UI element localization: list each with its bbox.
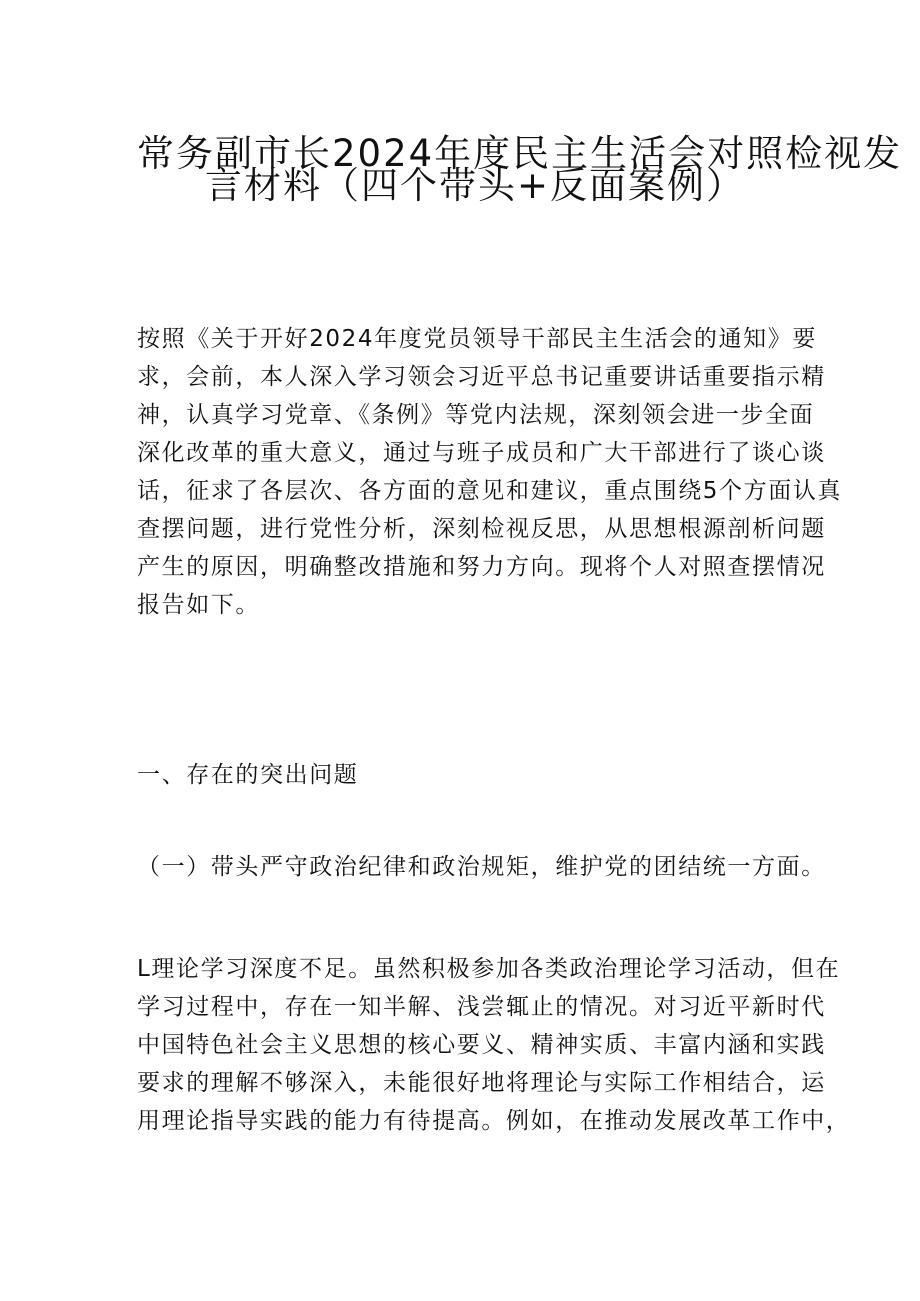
paragraph-line: L理论学习深度不足。虽然积极参加各类政治理论学习活动，但在 [137, 956, 841, 982]
intro-paragraph [137, 320, 843, 624]
body-paragraph [137, 950, 851, 1140]
intro-line: 话，征求了各层次、各方面的意见和建议，重点围绕5个方面认真 [137, 478, 843, 504]
intro-line: 产生的原因，明确整改措施和努力方向。现将个人对照查摆情况 [137, 554, 826, 580]
paragraph-line: 要求的理解不够深入，未能很好地将理论与实际工作相结合，运 [137, 1070, 826, 1096]
intro-line: 神，认真学习党章、《条例》等党内法规，深刻领会进一步全面 [137, 402, 815, 428]
paragraph-line: 学习过程中，存在一知半解、浅尝辄止的情况。对习近平新时代 [137, 994, 826, 1020]
intro-line: 报告如下。 [137, 592, 260, 618]
intro-line: 查摆问题，进行党性分析，深刻检视反思，从思想根源剖析问题 [137, 516, 826, 542]
document-title-line-2: 言材料（四个带头+反面案例） [205, 164, 746, 207]
paragraph-line: 用理论指导实践的能力有待提高。例如，在推动发展改革工作中， [137, 1108, 851, 1134]
document-title-line-1: 常务副市长2024年度民主生活会对照检视发 [137, 132, 903, 175]
paragraph-line: 中国特色社会主义思想的核心要义、精神实质、丰富内涵和实践 [137, 1032, 826, 1058]
subsection-heading: （一）带头严守政治纪律和政治规矩，维护党的团结统一方面。 [137, 854, 826, 880]
section-heading: 一、存在的突出问题 [137, 762, 359, 788]
intro-line: 求，会前，本人深入学习领会习近平总书记重要讲话重要指示精 [137, 364, 826, 390]
intro-line: 深化改革的重大意义，通过与班子成员和广大干部进行了谈心谈 [137, 440, 826, 466]
intro-line: 按照《关于开好2024年度党员领导干部民主生活会的通知》要 [137, 326, 817, 352]
